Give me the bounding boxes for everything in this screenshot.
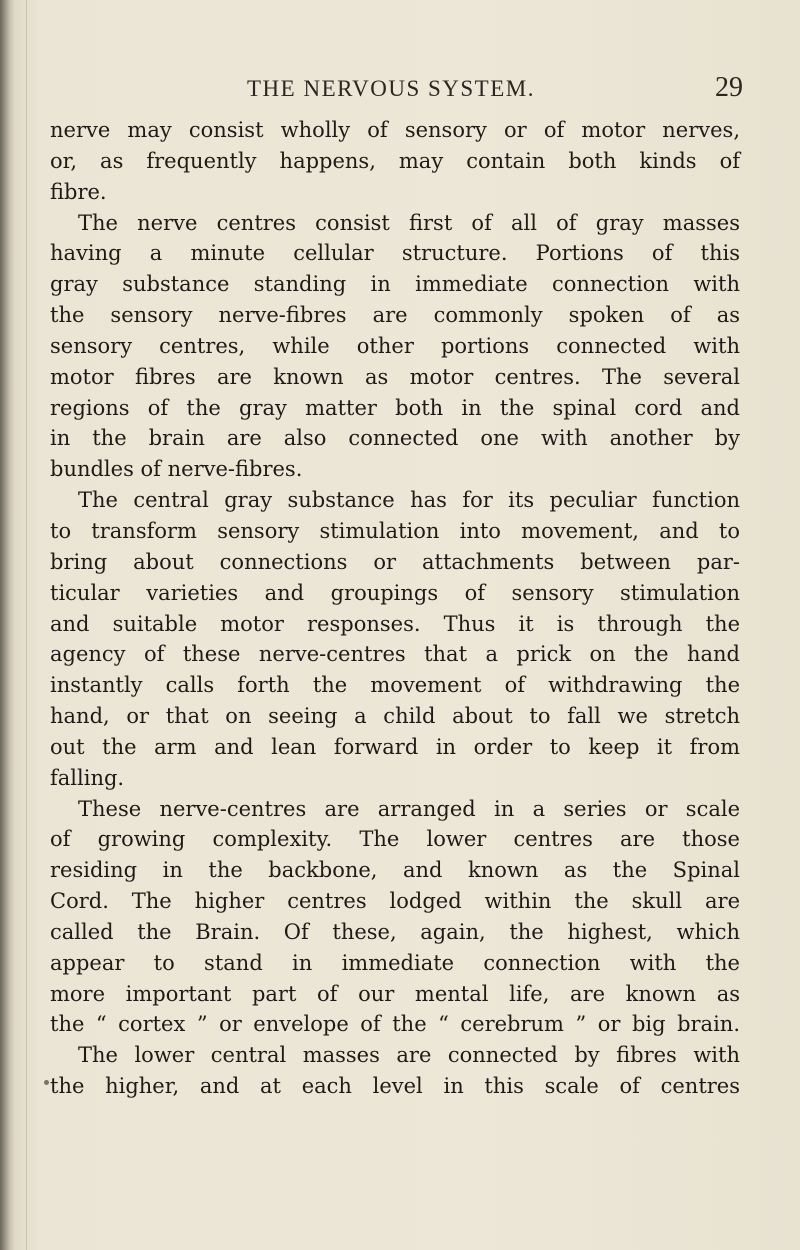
paragraph-start-line: The lower central masses are connected by fibres with <box>78 1043 740 1068</box>
text-line: ticular varieties and groupings of sensory stimulation <box>50 580 740 605</box>
text-line: the higher, and at each level in this scale of centres <box>50 1074 740 1099</box>
chapter-title: THE NERVOUS SYSTEM. <box>247 76 535 101</box>
gutter-shadow <box>26 0 27 1250</box>
text-line: of growing complexity. The lower centres are those <box>50 827 740 852</box>
paragraph-start-line: These nerve-centres are arranged in a series or scale <box>78 796 740 821</box>
ink-fleck <box>44 1080 49 1085</box>
text-line: residing in the backbone, and known as the Spinal <box>50 858 740 883</box>
text-line: bring about connections or attachments between par- <box>50 549 740 574</box>
text-line: the sensory nerve-fibres are commonly spoken of as <box>50 303 740 328</box>
text-line: agency of these nerve-centres that a prick on the hand <box>50 642 740 667</box>
text-line: fibre. <box>50 179 107 204</box>
text-line: to transform sensory stimulation into movement, and to <box>50 518 740 543</box>
text-line: motor fibres are known as motor centres. The several <box>50 364 740 389</box>
running-head <box>0 70 800 110</box>
text-line: appear to stand in immediate connection with the <box>50 950 740 975</box>
text-line: gray substance standing in immediate connection with <box>50 272 740 297</box>
text-line: and suitable motor responses. Thus it is through the <box>50 611 740 636</box>
paragraph-start-line: The central gray substance has for its peculiar function <box>78 488 740 513</box>
text-line: the “ cortex ” or envelope of the “ cerebrum ” or big brain. <box>50 1012 740 1037</box>
text-line: having a minute cellular structure. Portions of this <box>50 241 740 266</box>
page-number: 29 <box>715 72 743 103</box>
text-line: called the Brain. Of these, again, the highest, which <box>50 919 740 944</box>
text-line: instantly calls forth the movement of withdrawing the <box>50 673 740 698</box>
text-line: more important part of our mental life, are known as <box>50 981 740 1006</box>
page-binding-edge <box>0 0 14 1250</box>
text-line: Cord. The higher centres lodged within the skull are <box>50 889 740 914</box>
text-line: bundles of nerve-fibres. <box>50 457 303 482</box>
text-line: in the brain are also connected one with another by <box>50 426 740 451</box>
text-line: or, as frequently happens, may contain both kinds of <box>50 148 740 173</box>
text-line: sensory centres, while other portions connected with <box>50 333 740 358</box>
text-line: falling. <box>50 765 125 790</box>
paragraph-start-line: The nerve centres consist first of all of gray masses <box>78 210 740 235</box>
text-line: regions of the gray matter both in the spinal cord and <box>50 395 740 420</box>
text-line: nerve may consist wholly of sensory or of motor nerves, <box>50 118 740 142</box>
text-line: out the arm and lean forward in order to keep it from <box>50 734 740 759</box>
text-line: hand, or that on seeing a child about to fall we stretch <box>50 704 740 729</box>
body-text <box>50 115 740 1102</box>
